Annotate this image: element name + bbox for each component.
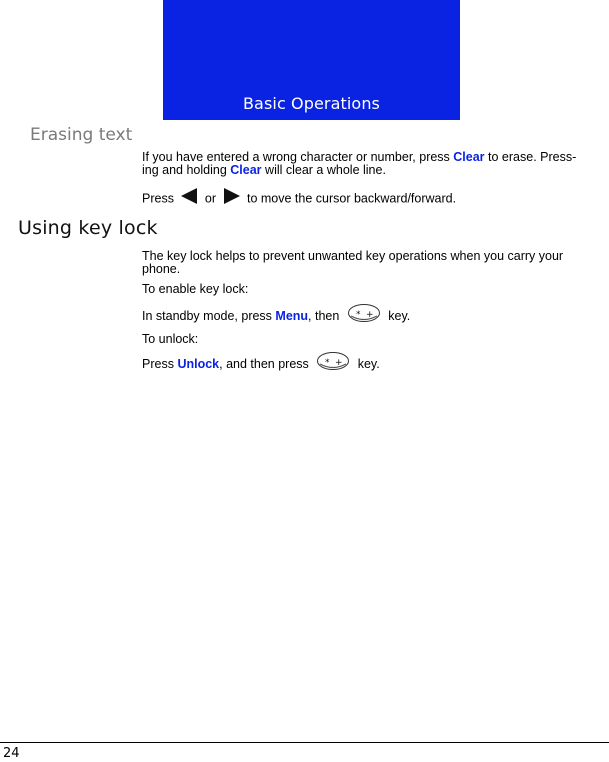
- enable-key-lock-instruction: [142, 303, 602, 325]
- erasing-text-heading: Erasing text: [30, 125, 133, 145]
- svg-text:*: *: [355, 310, 361, 320]
- text-run: key.: [354, 356, 380, 371]
- text-run: In standby mode, press: [142, 308, 276, 323]
- text-run: Press: [142, 356, 178, 371]
- text-run: If you have entered a wrong character or number, press: [142, 150, 454, 164]
- text-run: or: [201, 191, 220, 206]
- erasing-paragraph-line2: [142, 164, 602, 177]
- chapter-title: Basic Operations: [242, 94, 380, 113]
- clear-key-label: Clear: [230, 163, 262, 177]
- unlock-instruction: [142, 351, 602, 373]
- cursor-move-paragraph: [142, 186, 602, 206]
- page-number: 24: [3, 746, 20, 761]
- right-arrow-icon: [222, 186, 242, 212]
- text-run: ing and holding: [142, 163, 231, 177]
- text-run: to move the cursor backward/forward.: [243, 191, 457, 206]
- key-lock-intro-line1: The key lock helps to prevent unwanted key operations when you carry your: [142, 249, 564, 263]
- star-key-icon: [347, 303, 381, 330]
- svg-text:+: +: [365, 310, 374, 320]
- text-run: , and then press: [219, 356, 313, 371]
- unlock-label: To unlock:: [142, 332, 199, 346]
- header-band: [163, 0, 460, 120]
- key-lock-heading: Using key lock: [18, 217, 158, 239]
- key-lock-intro-line2: phone.: [142, 262, 181, 276]
- footer-divider: [0, 742, 609, 743]
- star-key-icon: [316, 351, 350, 378]
- text-run: , then: [308, 308, 343, 323]
- svg-text:*: *: [325, 358, 330, 368]
- text-run: will clear a whole line.: [261, 163, 386, 177]
- menu-key-label: Menu: [275, 308, 309, 323]
- text-run: Press: [142, 191, 178, 206]
- text-run: key.: [384, 308, 411, 323]
- enable-key-lock-label: To enable key lock:: [142, 282, 249, 296]
- left-arrow-icon: [179, 186, 199, 212]
- unlock-key-label: Unlock: [177, 356, 220, 371]
- text-run: to erase. Press-: [484, 150, 577, 164]
- clear-key-label: Clear: [453, 150, 485, 164]
- svg-text:+: +: [335, 358, 343, 368]
